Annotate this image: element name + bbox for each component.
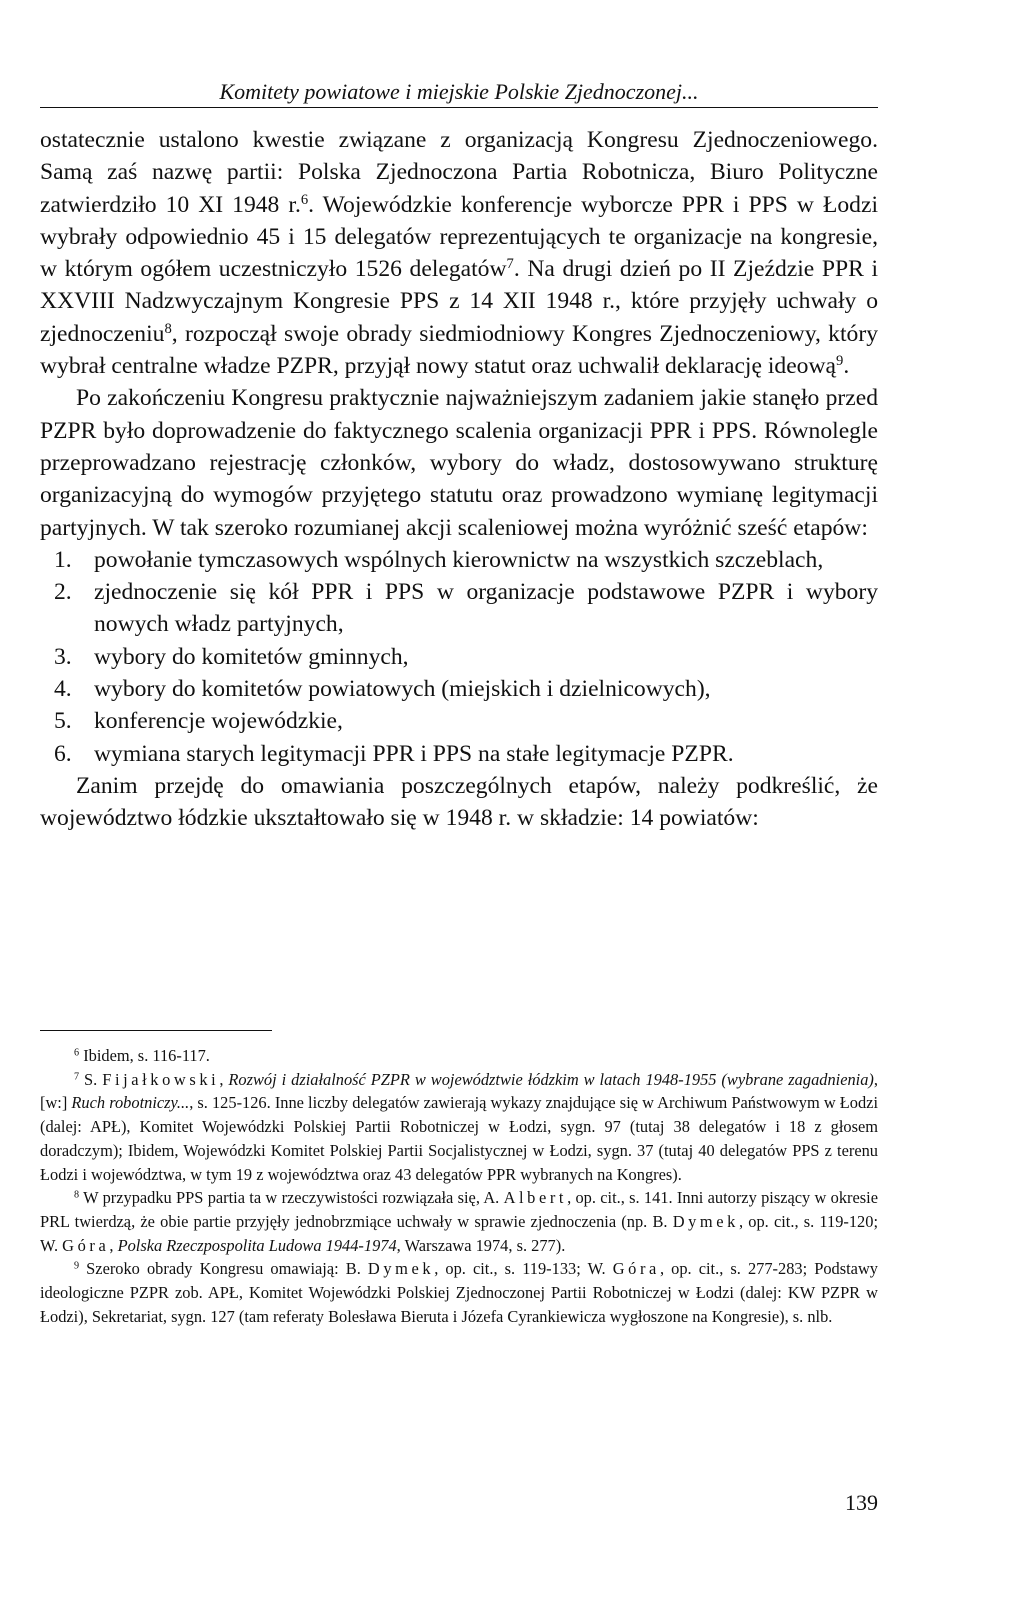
footnote-text: , [w:] bbox=[40, 1069, 878, 1113]
running-head: Komitety powiatowe i miejskie Polskie Zjednoczonej... bbox=[219, 79, 699, 104]
list-item-number: 4. bbox=[54, 676, 72, 703]
list-item-text: wybory do komitetów powiatowych (miejskich i dzielnicowych), bbox=[94, 676, 711, 703]
footnote-7 bbox=[40, 1068, 878, 1187]
footnote-text: Szeroko obrady Kongresu omawiają: B. bbox=[86, 1259, 368, 1279]
author-name: Fijałkowski bbox=[102, 1069, 220, 1089]
stages-list bbox=[40, 544, 878, 770]
author-name: Albert bbox=[503, 1188, 568, 1208]
list-item bbox=[40, 576, 878, 641]
footnote-text: , s. 125-126. Inne liczby delegatów zawierają wykazy znajdujące się w Archiwum Państwowym w Łodzi (dalej: APŁ), Komitet Wojewódzki Polskiej Partii Robotniczej w Łodzi, sygn. 97 (tutaj 38 delegatów i 18 z głosem doradczym); Ibidem, Wojewódzki Komitet Polskiej Partii Socjalistycznej w Łodzi, sygn. 37 (tutaj 40 delegatów PPS z terenu Łodzi i województwa, w tym 19 z województwa oraz 43 delegatów PPR wybranych na Kongres). bbox=[40, 1093, 878, 1184]
list-item bbox=[40, 705, 878, 737]
footnote-number: 7 bbox=[74, 1071, 80, 1083]
paragraph-1-part-b: . Wojewódzkie konferencje wyborcze PPR i PPS w Łodzi wybrały odpowiednio 45 i 15 delegatów reprezentujących te organizacje na kongresie, w którym ogółem uczestniczyło 1526 delegatów bbox=[40, 191, 878, 283]
footnote-ref-8[interactable]: 8 bbox=[164, 320, 172, 337]
list-item bbox=[40, 738, 878, 770]
list-item-number: 1. bbox=[54, 546, 72, 573]
list-item-text: konferencje wojewódzkie, bbox=[94, 708, 343, 735]
list-item-number: 3. bbox=[54, 643, 72, 670]
footnote-6 bbox=[40, 1044, 878, 1068]
list-item bbox=[40, 544, 878, 576]
paragraph-3: Zanim przejdę do omawiania poszczególnych etapów, należy podkreślić, że województwo łódzkie ukształtowało się w 1948 r. w składzie: 14 powiatów: bbox=[40, 772, 878, 832]
author-name: Dymek bbox=[672, 1211, 739, 1231]
list-item-text: wymiana starych legitymacji PPR i PPS na stałe legitymacje PZPR. bbox=[94, 740, 734, 767]
page-number: 139 bbox=[845, 1490, 878, 1515]
footnote-text: , op. cit., s. 277-283; Podstawy ideologiczne PZPR zob. APŁ, Komitet Wojewódzki Polskiej Zjednoczonej Partii Robotniczej w Łodzi (dalej: KW PZPR w Łodzi), Sekretariat, sygn. 127 (tam referaty Bolesława Bieruta i Józefa Cyrankiewicza wygłoszone na Kongresie), s. nlb. bbox=[40, 1259, 878, 1326]
footnote-number: 6 bbox=[74, 1047, 80, 1059]
author-name: Góra bbox=[612, 1259, 660, 1279]
footnote-text: S. bbox=[84, 1069, 103, 1089]
paragraph-1-part-d: , rozpoczął swoje obrady siedmiodniowy Kongres Zjednoczeniowy, który wybrał centralne władze PZPR, przyjął nowy statut oraz uchwalił deklarację ideową bbox=[40, 320, 878, 380]
author-name: Dymek bbox=[367, 1259, 435, 1279]
paragraph-1-part-e: . bbox=[843, 353, 850, 380]
footnote-text: W przypadku PPS partia ta w rzeczywistości rozwiązała się, A. bbox=[83, 1188, 504, 1208]
list-item bbox=[40, 673, 878, 705]
cited-title: Rozwój i działalność PZPR w województwie łódzkim w latach 1948-1955 (wybrane zagadnienia) bbox=[228, 1069, 874, 1089]
header-rule bbox=[40, 107, 878, 108]
footnote-text: , bbox=[219, 1069, 229, 1089]
main-text bbox=[40, 124, 878, 835]
paragraph-2: Po zakończeniu Kongresu praktycznie najważniejszym zadaniem jakie stanęło przed PZPR było doprowadzenie do faktycznego scalenia organizacji PPR i PPS. Równolegle przeprowadzano rejestrację członków, wybory do władz, dostosowywano strukturę organizacyjną do wymogów przyjętego statutu oraz prowadzono wymianę legitymacji partyjnych. W tak szeroko rozumianej akcji scaleniowej można wyróżnić sześć etapów: bbox=[40, 385, 878, 541]
list-item-number: 2. bbox=[54, 579, 72, 606]
list-item-number: 5. bbox=[54, 708, 72, 735]
footnote-text: , Warszawa 1974, s. 277). bbox=[396, 1235, 566, 1255]
footnote-8 bbox=[40, 1186, 878, 1257]
footnotes bbox=[40, 1044, 878, 1328]
cited-title: Polska Rzeczpospolita Ludowa 1944-1974 bbox=[117, 1235, 397, 1255]
footnote-text: , op. cit., s. 141. Inni autorzy piszący w okresie PRL twierdzą, że obie partie przyjęły jednobrzmiące uchwały w sprawie zjednoczenia (np. B. bbox=[40, 1188, 878, 1231]
footnote-ref-9[interactable]: 9 bbox=[836, 353, 844, 370]
footnote-text: , op. cit., s. 119-120; W. bbox=[40, 1211, 878, 1255]
footnote-text: , bbox=[109, 1235, 118, 1255]
paragraph-1-part-c: . Na drugi dzień po II Zjeździe PPR i XXVIII Nadzwyczajnym Kongresie PPS z 14 XII 1948 r., które przyjęły uchwały o zjednoczeniu bbox=[40, 256, 878, 347]
footnote-ref-7[interactable]: 7 bbox=[506, 256, 514, 273]
list-item-number: 6. bbox=[54, 740, 72, 767]
list-item-text: zjednoczenie się kół PPR i PPS w organizacje podstawowe PZPR i wybory nowych władz partyjnych, bbox=[94, 579, 878, 638]
author-name: Góra bbox=[62, 1235, 110, 1255]
list-item bbox=[40, 641, 878, 673]
footnote-text: , op. cit., s. 119-133; W. bbox=[434, 1259, 613, 1279]
footnote-number: 9 bbox=[74, 1260, 80, 1272]
footnote-number: 8 bbox=[74, 1189, 80, 1201]
paragraph-1-part-a: ostatecznie ustalono kwestie związane z organizacją Kongresu Zjednoczeniowego. Samą zaś nazwę partii: Polska Zjednoczona Partia Robotnicza, Biuro Polityczne zatwierdziło 10 XI 1948 r. bbox=[40, 127, 878, 218]
footnote-text: Ibidem, s. 116-117. bbox=[83, 1046, 210, 1065]
list-item-text: wybory do komitetów gminnych, bbox=[94, 643, 409, 670]
cited-title: Ruch robotniczy... bbox=[71, 1093, 190, 1113]
list-item-text: powołanie tymczasowych wspólnych kierownictw na wszystkich szczeblach, bbox=[94, 546, 824, 573]
paragraph-1 bbox=[40, 124, 878, 382]
footnote-9 bbox=[40, 1257, 878, 1328]
footnote-rule bbox=[40, 1030, 272, 1031]
footnote-ref-6[interactable]: 6 bbox=[300, 191, 309, 208]
